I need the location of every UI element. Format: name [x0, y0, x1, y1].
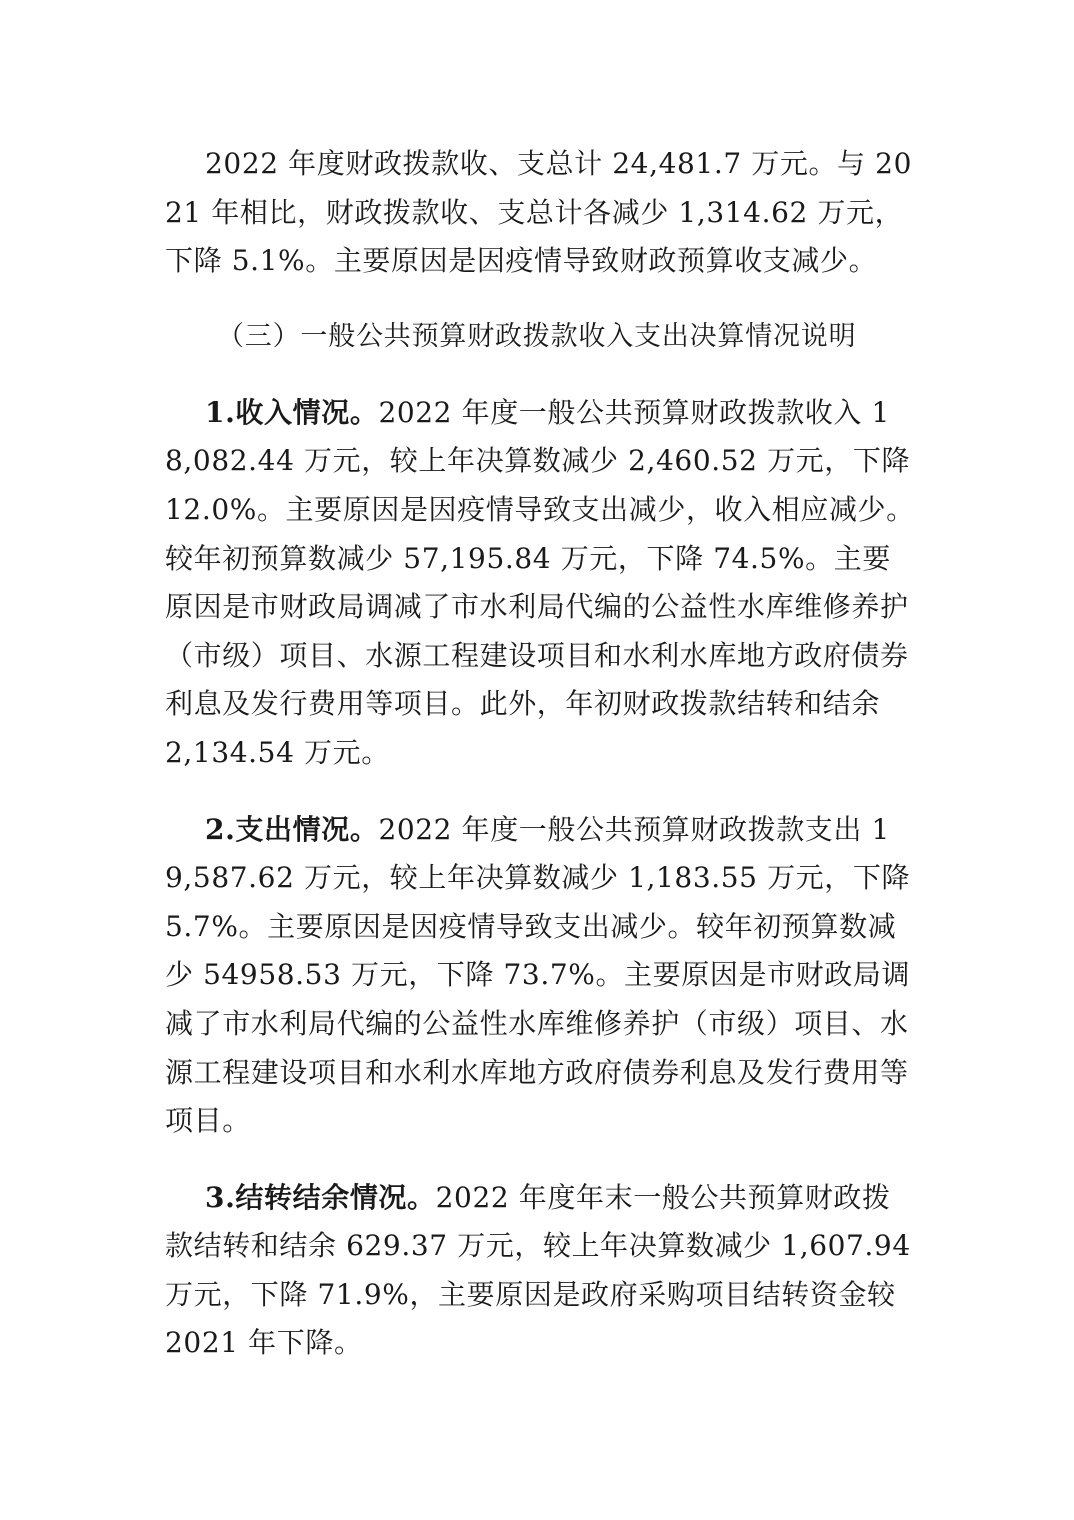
expense-paragraph: [165, 806, 915, 1146]
document-page: [165, 140, 915, 1368]
income-paragraph: [165, 389, 915, 778]
section-heading: （三）一般公共预算财政拨款收入支出决算情况说明: [217, 320, 857, 352]
expense-body: 2022 年度一般公共预算财政拨款支出 19,587.62 万元，较上年决算数减少 1,183.55 万元，下降 5.7%。主要原因是因疫情导致支出减少。较年初预算数减少 54958.53 万元，下降 73.7%。主要原因是市财政局调减了市水利局代编的公益性水库维修养护（市级）项目、水源工程建设项目和水利水库地方政府债券利息及发行费用等项目。: [165, 812, 911, 1138]
expense-lead: 2.支出情况。: [205, 812, 379, 846]
carryover-lead: 3.结转结余情况。: [205, 1180, 436, 1214]
income-body: 2022 年度一般公共预算财政拨款收入 18,082.44 万元，较上年决算数减少 2,460.52 万元，下降 12.0%。主要原因是因疫情导致支出减少，收入相应减少。较年初预算数减少 57,195.84 万元，下降 74.5%。主要原因是市财政局调减了市水利局代编的公益性水库维修养护（市级）项目、水源工程建设项目和水利水库地方政府债券利息及发行费用等项目。此外，年初财政拨款结转和结余 2,134.54 万元。: [165, 395, 915, 769]
carryover-paragraph: [165, 1174, 915, 1368]
income-lead: 1.收入情况。: [205, 395, 379, 429]
carryover-body: 2022 年度年末一般公共预算财政拨款结转和结余 629.37 万元，较上年决算数减少 1,607.94 万元，下降 71.9%，主要原因是政府采购项目结转资金较 2021 年下降。: [165, 1180, 911, 1360]
intro-paragraph: 2022 年度财政拨款收、支总计 24,481.7 万元。与 2021 年相比，财政拨款收、支总计各减少 1,314.62 万元，下降 5.1%。主要原因是因疫情导致财政预算收支减少。: [165, 147, 912, 278]
